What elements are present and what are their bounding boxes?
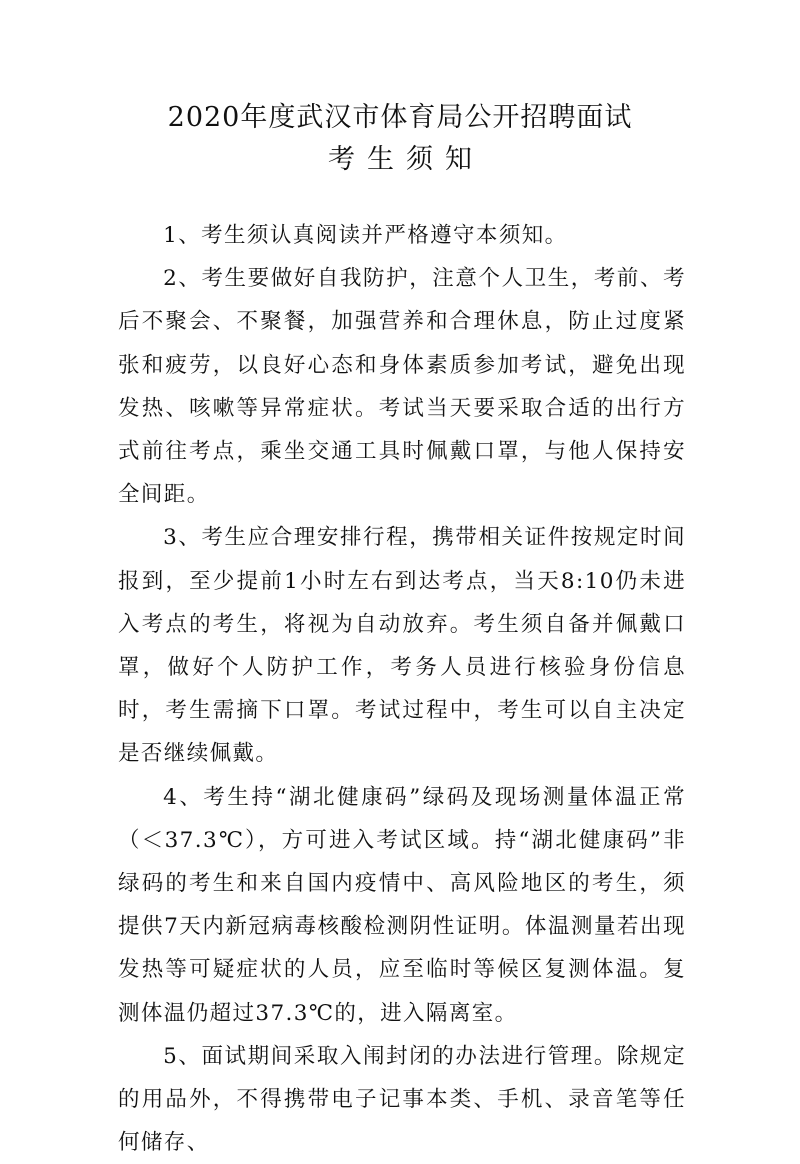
paragraph-1: 1、考生须认真阅读并严格遵守本须知。 (163, 223, 568, 248)
paragraph-3: 3、考生应合理安排行程，携带相关证件按规定时间报到，至少提前1小时左右到达考点，当天8:10仍未进入考点的考生，将视为自动放弃。考生须自备并佩戴口罩，做好个人防护工作，考务人员进行核验身份信息时，考生需摘下口罩。考试过程中，考生可以自主决定是否继续佩戴。 (118, 525, 686, 767)
paragraph-2: 2、考生要做好自我防护，注意个人卫生，考前、考后不聚会、不聚餐，加强营养和合理休息，防止过度紧张和疲劳，以良好心态和身体素质参加考试，避免出现发热、咳嗽等异常症状。考试当天要采取合适的出行方式前往考点，乘坐交通工具时佩戴口罩，与他人保持安全间距。 (118, 266, 686, 508)
document-body (118, 214, 686, 1164)
paragraph-4: 4、考生持“湖北健康码”绿码及现场测量体温正常（＜37.3℃），方可进入考试区域。持“湖北健康码”非绿码的考生和来自国内疫情中、高风险地区的考生，须提供7天内新冠病毒核酸检测阴性证明。体温测量若出现发热等可疑症状的人员，应至临时等候区复测体温。复测体温仍超过37.3℃的，进入隔离室。 (118, 784, 686, 1026)
document-subtitle: 考生须知 (328, 144, 484, 175)
paragraph-5: 5、面试期间采取入闱封闭的办法进行管理。除规定的用品外，不得携带电子记事本类、手机、录音笔等任何储存、 (118, 1043, 686, 1156)
document-title: 2020年度武汉市体育局公开招聘面试 (167, 102, 633, 133)
